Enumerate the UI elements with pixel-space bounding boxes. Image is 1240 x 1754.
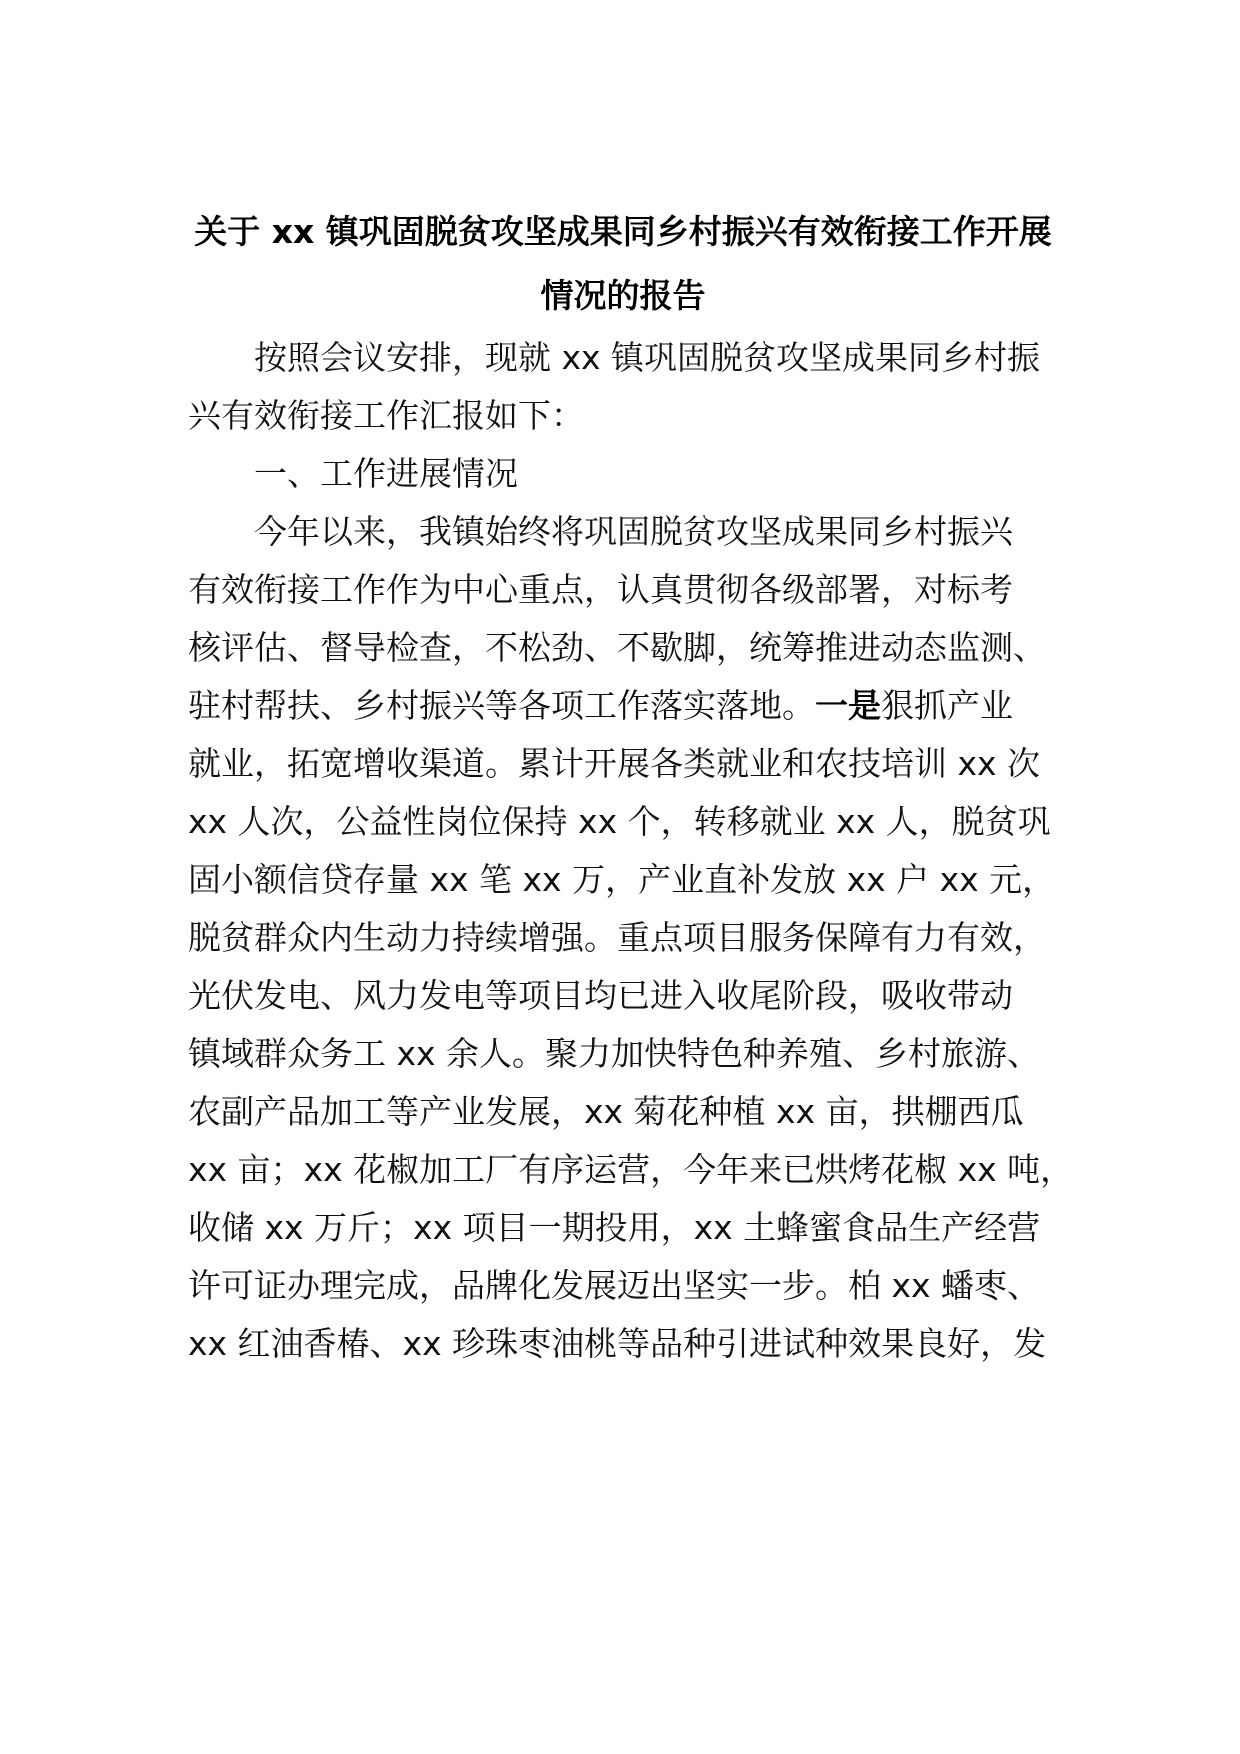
paragraph-text: 狠抓产业 bbox=[881, 686, 1013, 725]
document-title-line-1: 关于 xx 镇巩固脱贫攻坚成果同乡村振兴有效衔接工作开展 bbox=[194, 212, 1052, 251]
paragraph-line: 兴有效衔接工作汇报如下： bbox=[188, 396, 584, 435]
paragraph-line-mixed bbox=[188, 686, 1058, 726]
document-page bbox=[188, 0, 1074, 1754]
paragraph-line: 今年以来，我镇始终将巩固脱贫攻坚成果同乡村振兴 bbox=[254, 512, 1013, 551]
paragraph-line: 许可证办理完成，品牌化发展迈出坚实一步。柏 xx 蟠枣、 bbox=[188, 1266, 1041, 1305]
paragraph-line: xx 亩；xx 花椒加工厂有序运营，今年来已烘烤花椒 xx 吨， bbox=[188, 1150, 1074, 1189]
paragraph-line: 固小额信贷存量 xx 笔 xx 万，产业直补发放 xx 户 xx 元， bbox=[188, 860, 1056, 899]
paragraph-line: 就业，拓宽增收渠道。累计开展各类就业和农技培训 xx 次 bbox=[188, 744, 1041, 783]
paragraph-line: xx 人次，公益性岗位保持 xx 个，转移就业 xx 人，脱贫巩 bbox=[188, 802, 1051, 841]
paragraph-line: 有效衔接工作作为中心重点，认真贯彻各级部署，对标考 bbox=[188, 570, 1013, 609]
paragraph-line: xx 红油香椿、xx 珍珠枣油桃等品种引进试种效果良好，发 bbox=[188, 1324, 1047, 1363]
paragraph-text: 驻村帮扶、乡村振兴等各项工作落实落地。 bbox=[188, 686, 815, 725]
paragraph-line: 镇域群众务工 xx 余人。聚力加快特色种养殖、乡村旅游、 bbox=[188, 1034, 1041, 1073]
paragraph-line: 农副产品加工等产业发展，xx 菊花种植 xx 亩，拱棚西瓜 bbox=[188, 1092, 1024, 1131]
emphasis-text: 一是 bbox=[815, 686, 881, 725]
paragraph-line: 按照会议安排，现就 xx 镇巩固脱贫攻坚成果同乡村振 bbox=[254, 338, 1041, 377]
paragraph-line: 脱贫群众内生动力持续增强。重点项目服务保障有力有效， bbox=[188, 918, 1046, 957]
document-title-line-2: 情况的报告 bbox=[540, 276, 706, 315]
paragraph-line: 收储 xx 万斤；xx 项目一期投用，xx 土蜂蜜食品生产经营 bbox=[188, 1208, 1041, 1247]
paragraph-line: 光伏发电、风力发电等项目均已进入收尾阶段，吸收带动 bbox=[188, 976, 1013, 1015]
section-heading: 一、工作进展情况 bbox=[254, 454, 518, 493]
paragraph-line: 核评估、督导检查，不松劲、不歇脚，统筹推进动态监测、 bbox=[188, 628, 1046, 667]
